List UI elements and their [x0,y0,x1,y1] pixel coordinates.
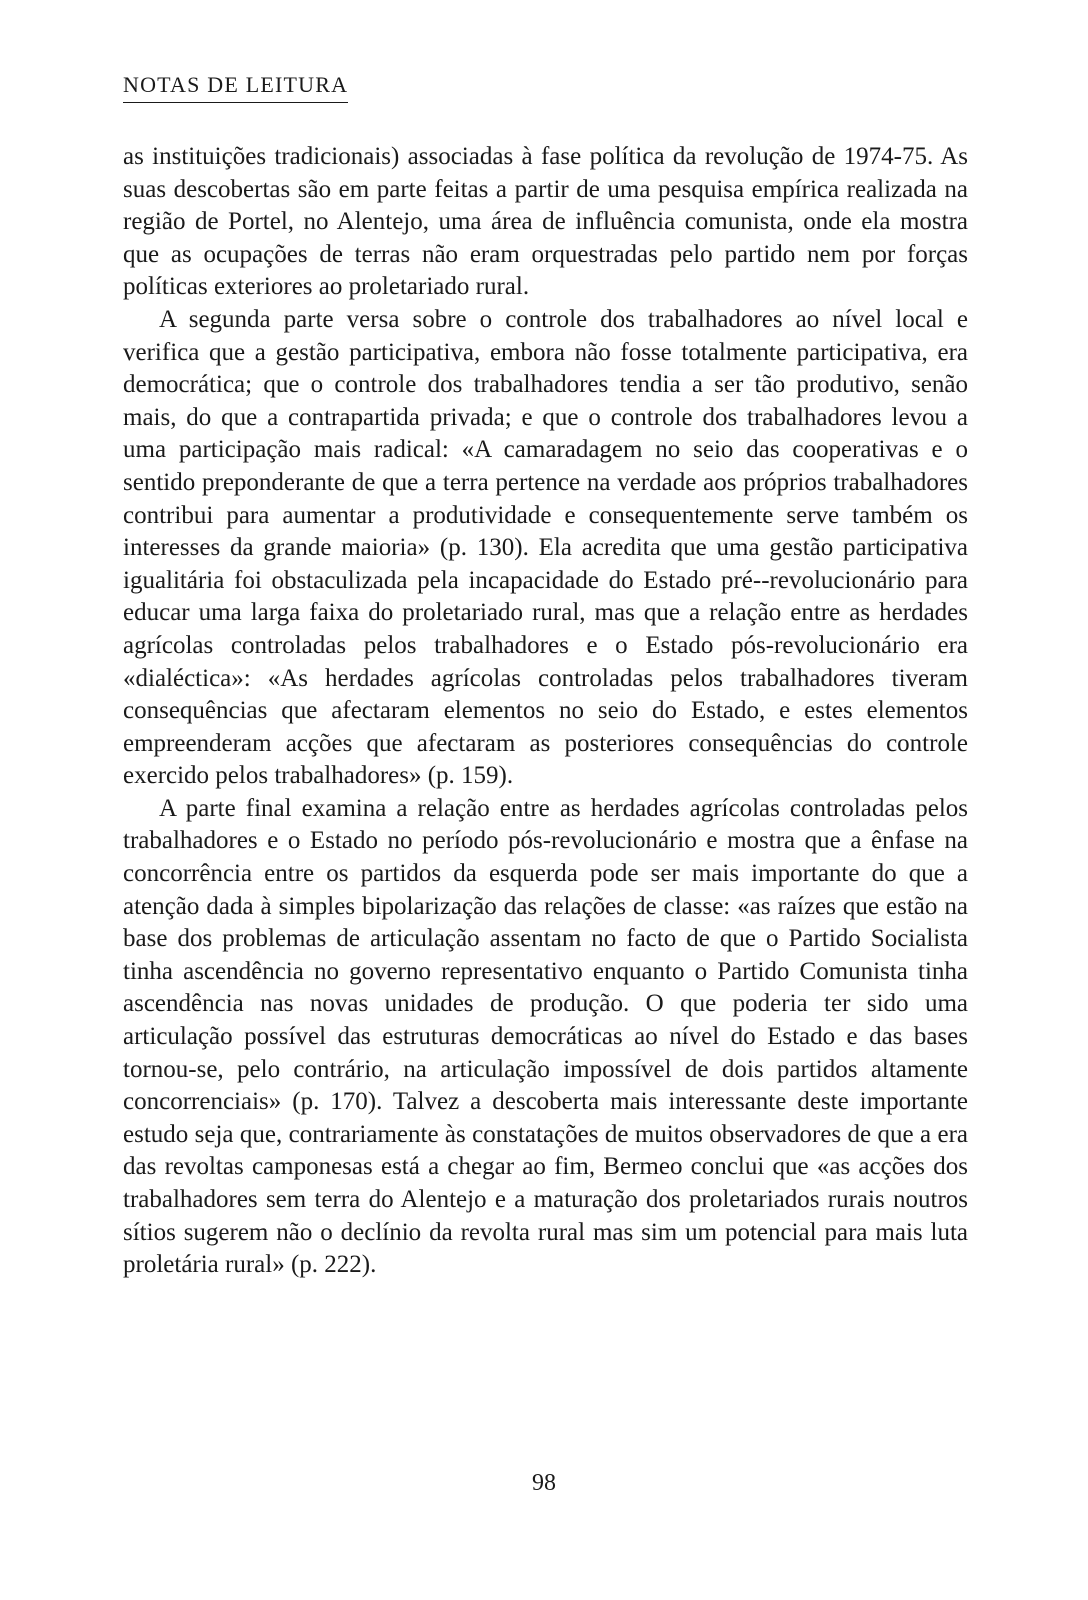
running-head: NOTAS DE LEITURA [123,70,348,103]
paragraph-second-part: A segunda parte versa sobre o controle dos trabalhadores ao nível local e verifica que a gestão participativa, embora não fosse totalmente participativa, era democrática; que o controle dos trabalhadores tendia a ser tão produtivo, senão mais, do que a contrapartida privada; e que o controle dos trabalhadores levou a uma participação mais radical: «A camaradagem no seio das cooperativas e o sentido preponderante de que a terra pertence na verdade aos próprios trabalhadores contribui para aumentar a produtividade e consequentemente serve também os interesses da grande maioria» (p. 130). Ela acredita que uma gestão participativa igualitária foi obstaculizada pela incapacidade do Estado pré--revolucionário para educar uma larga faixa do proletariado rural, mas que a relação entre as herdades agrícolas controladas pelos trabalhadores e o Estado pós-revolucionário era «dialéctica»: «As herdades agrícolas controladas pelos trabalhadores tiveram consequências que afectaram elementos no seio do Estado, e estes elementos empreenderam acções que afectaram as posteriores consequências do controle exercido pelos trabalhadores» (p. 159). [123,305,968,790]
paragraph-continuation: as instituições tradicionais) associadas à fase política da revolução de 1974-75. As suas descobertas são em parte feitas a partir de uma pesquisa empírica realizada na região de Portel, no Alentejo, uma área de influência comunista, onde ela mostra que as ocupações de terras não eram orquestradas pelo partido nem por forças políticas exteriores ao proletariado rural. [123,143,968,301]
page-number: 98 [532,1470,556,1496]
paragraph-final-part: A parte final examina a relação entre as herdades agrícolas controladas pelos trabalhadores e o Estado no período pós-revolucionário e mostra que a ênfase na concorrência entre os partidos da esquerda pode ser mais importante do que a atenção dada à simples bipolarização das relações de classe: «as raízes que estão na base dos problemas de articulação assentam no facto de que o Partido Socialista tinha ascendência no governo representativo enquanto o Partido Comunista tinha ascendência nas novas unidades de produção. O que poderia ter sido uma articulação possível das estruturas democráticas ao nível do Estado e das bases tornou-se, pelo contrário, na articulação impossível de dois partidos altamente concorrenciais» (p. 170). Talvez a descoberta mais interessante deste importante estudo seja que, contrariamente às constatações de muitos observadores de que a era das revoltas camponesas está a chegar ao fim, Bermeo conclui que «as acções dos trabalhadores sem terra do Alentejo e a maturação dos proletariados rurais noutros sítios sugerem não o declínio da revolta rural mas sim um potencial para mais luta proletária rural» (p. 222). [123,794,968,1279]
article-body [123,141,968,1282]
